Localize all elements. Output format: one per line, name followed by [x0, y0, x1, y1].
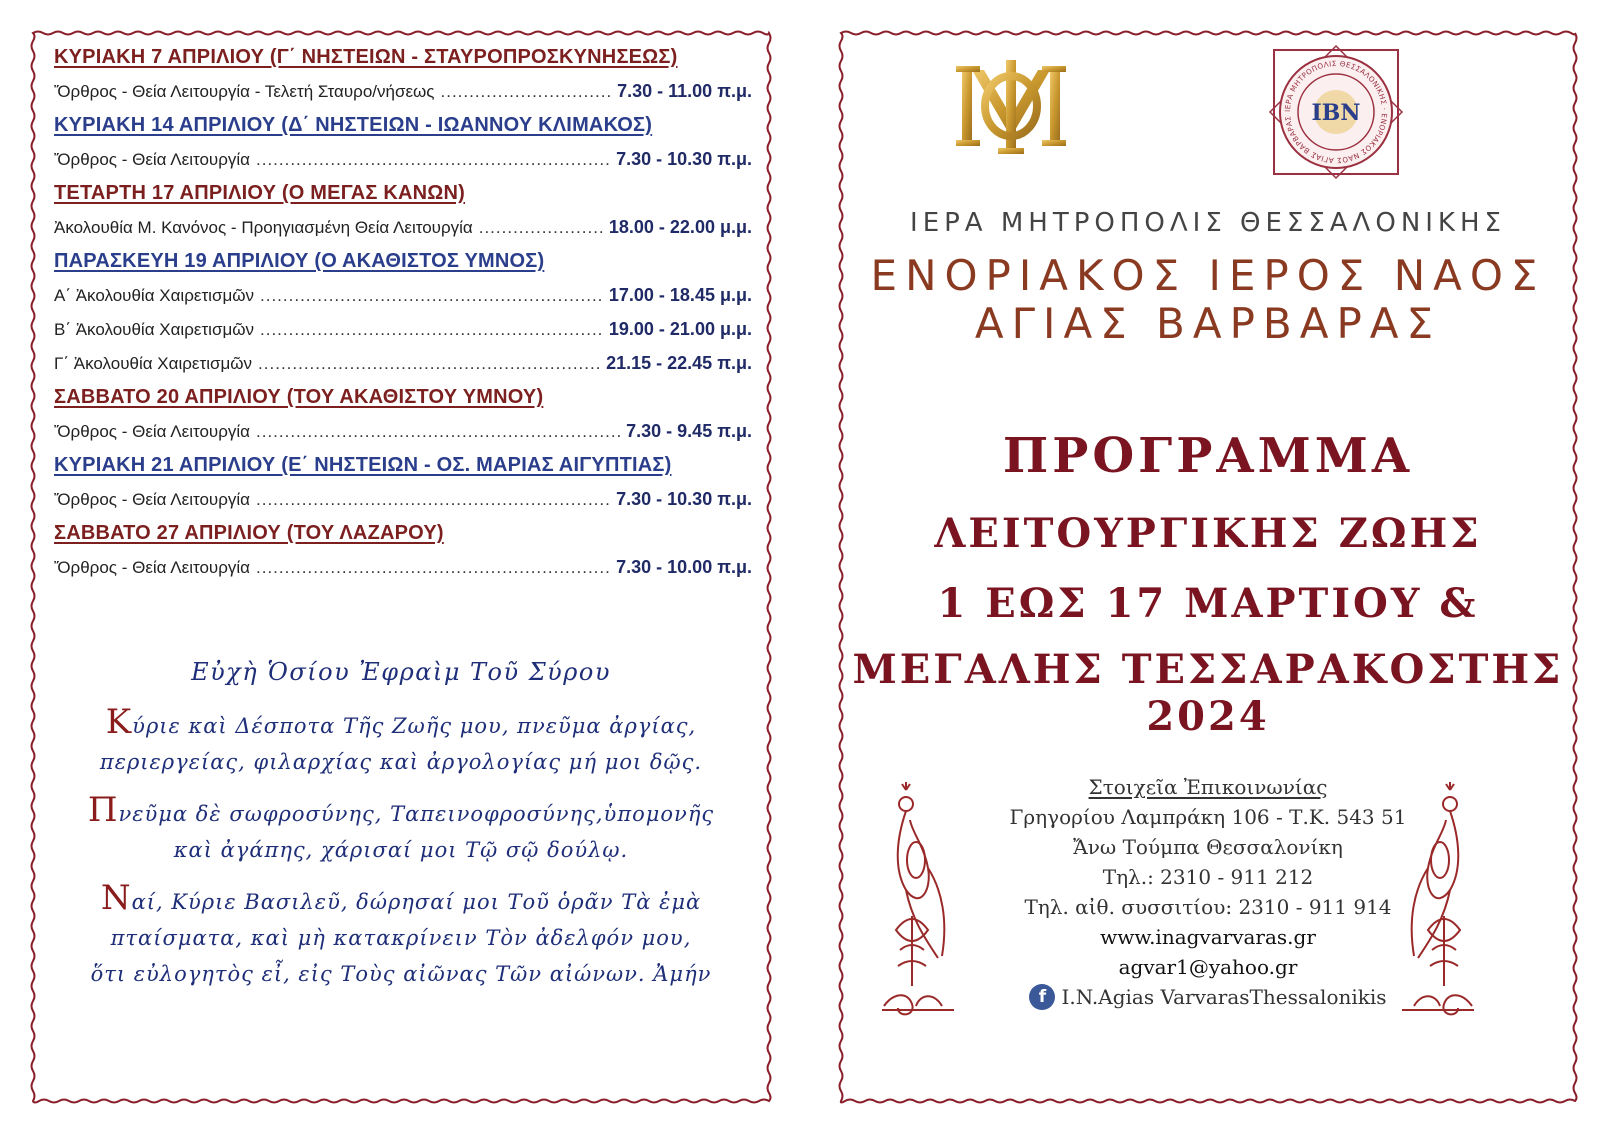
service-row: [54, 144, 752, 178]
service-row: [54, 552, 752, 586]
service-name: Ὄρθρος - Θεία Λειτουργία: [54, 150, 250, 169]
service-name: Α΄ Ἀκολουθία Χαιρετισμῶν: [54, 286, 255, 305]
service-time: 7.30 - 10.00 π.μ.: [616, 557, 752, 577]
prayer-line: [68, 956, 734, 992]
service-name: Ὄρθρος - Θεία Λειτουργία - Τελετή Σταυρο/νήσεως: [54, 82, 435, 101]
prayer-block: [68, 658, 734, 1004]
dot-leader: [258, 349, 600, 379]
prayer-line-text: πταίσματα, καὶ μὴ κατακρίνειν Τὸν ἀδελφόν μου,: [110, 926, 692, 950]
prayer-line: [68, 744, 734, 780]
prayer-paragraph: [68, 792, 734, 868]
prayer-line: [68, 704, 734, 744]
prayer-title: Εὐχὴ Ὁσίου Ἐφραὶμ Τοῦ Σύρου: [191, 658, 611, 686]
contact-email-link[interactable]: agvar1@yahoo.gr: [1118, 955, 1298, 979]
dot-leader: [260, 281, 603, 311]
service-name: Γ΄ Ἀκολουθία Χαιρετισμῶν: [54, 354, 253, 373]
service-time: 7.30 - 10.30 π.μ.: [616, 489, 752, 509]
program-lent-year: ΜΕΓΑΛΗΣ ΤΕΣΣΑΡΑΚΟΣΤΗΣ 2024: [852, 646, 1564, 740]
dot-leader: [479, 213, 603, 243]
seal-ring-text: ΙΕΡΑ ΜΗΤΡΟΠΟΛΙΣ ΘΕΣΣΑΛΟΝΙΚΗΣ · ΕΝΟΡΙΑΚΟΣ ΝΑΟΣ ΑΓΙΑΣ ΒΑΡΒΑΡΑΣ: [1282, 58, 1390, 166]
schedule-list: [54, 42, 752, 586]
parish-name-line2: ΑΓΙΑΣ ΒΑΡΒΑΡΑΣ: [974, 299, 1442, 348]
day-heading: ΚΥΡΙΑΚΗ 14 ΑΠΡΙΛΙΟΥ (Δ΄ ΝΗΣΤΕΙΩΝ - ΙΩΑΝΝΟΥ ΚΛΙΜΑΚΟΣ): [54, 114, 653, 136]
dot-leader: [441, 77, 612, 107]
contact-hall-phone: Τηλ. αἰθ. συσσιτίου: 2310 - 911 914: [1024, 895, 1392, 919]
parish-seal: [1268, 44, 1404, 180]
day-heading: ΤΕΤΑΡΤΗ 17 ΑΠΡΙΛΙΟΥ (Ο ΜΕΓΑΣ ΚΑΝΩΝ): [54, 182, 466, 204]
peacock-ornament-icon: [876, 780, 960, 1016]
prayer-line: [68, 792, 734, 832]
prayer-line: [68, 920, 734, 956]
prayer-line-text: καὶ ἀγάπης, χάρισαί μοι Τῷ σῷ δούλῳ.: [173, 838, 629, 862]
drop-cap: Ν: [100, 878, 132, 918]
dot-leader: [260, 315, 603, 345]
seal-monogram: ΙΒΝ: [1311, 100, 1361, 126]
day-heading: ΚΥΡΙΑΚΗ 7 ΑΠΡΙΛΙΟΥ (Γ΄ ΝΗΣΤΕΙΩΝ - ΣΤΑΥΡΟΠΡΟΣΚΥΝΗΣΕΩΣ): [54, 46, 678, 68]
day-heading: ΣΑΒΒΑΤΟ 20 ΑΠΡΙΛΙΟΥ (ΤΟΥ ΑΚΑΘΙΣΤΟΥ ΥΜΝΟΥ): [54, 386, 544, 408]
service-time: 7.30 - 9.45 π.μ.: [626, 421, 752, 441]
day-heading: ΣΑΒΒΑΤΟ 27 ΑΠΡΙΛΙΟΥ (ΤΟΥ ΛΑΖΑΡΟΥ): [54, 522, 444, 544]
schedule-panel: [28, 28, 774, 1106]
service-name: Ἀκολουθία Μ. Κανόνος - Προηγιασμένη Θεία Λειτουργία: [54, 218, 473, 237]
program-subtitle: ΛΕΙΤΟΥΡΓΙΚΗΣ ΖΩΗΣ: [934, 510, 1482, 557]
contact-website-link[interactable]: www.inagvarvaras.gr: [1100, 925, 1316, 949]
prayer-line: [68, 880, 734, 920]
contact-phone: Τηλ.: 2310 - 911 212: [1102, 865, 1314, 889]
day-heading: ΠΑΡΑΣΚΕΥΗ 19 ΑΠΡΙΛΙΟΥ (Ο ΑΚΑΘΙΣΤΟΣ ΥΜΝΟΣ): [54, 250, 545, 272]
dot-leader: [256, 417, 620, 447]
contact-area: Ἄνω Τούμπα Θεσσαλονίκη: [1073, 835, 1343, 859]
contact-block: [966, 772, 1450, 1012]
service-time: 7.30 - 10.30 π.μ.: [616, 149, 752, 169]
drop-cap: Κ: [105, 702, 133, 742]
prayer-line-text: ύριε καὶ Δέσποτα Τῆς Ζωῆς μου, πνεῦμα ἀργίας,: [132, 714, 697, 738]
metropolis-heading: ΙΕΡΑ ΜΗΤΡΟΠΟΛΙΣ ΘΕΣΣΑΛΟΝΙΚΗΣ: [910, 208, 1506, 238]
facebook-page-name: I.N.Agias VarvarasThessalonikis: [1061, 985, 1387, 1009]
program-date-range: 1 ΕΩΣ 17 ΜΑΡΤΙΟΥ &: [937, 580, 1479, 627]
prayer-line: [68, 832, 734, 868]
prayer-line-text: περιεργείας, φιλαρχίας καὶ ἀργολογίας μή μοι δῷς.: [99, 750, 703, 774]
dot-leader: [256, 145, 610, 175]
prayer-body: [68, 704, 734, 992]
service-name: Ὄρθρος - Θεία Λειτουργία: [54, 558, 250, 577]
prayer-paragraph: [68, 880, 734, 992]
prayer-line-text: νεῦμα δὲ σωφροσύνης, Ταπεινοφροσύνης,ὑπομονῆς: [118, 802, 715, 826]
service-row: [54, 348, 752, 382]
parish-name: [836, 252, 1580, 348]
cover-panel: [836, 28, 1580, 1106]
program-title: ΠΡΟΓΡΑΜΜΑ: [1002, 428, 1414, 484]
drop-cap: Π: [87, 790, 119, 830]
contact-address: Γρηγορίου Λαμπράκη 106 - Τ.Κ. 543 51: [1009, 805, 1407, 829]
service-time: 17.00 - 18.45 μ.μ.: [608, 285, 752, 305]
facebook-icon: f: [1029, 984, 1055, 1010]
service-row: [54, 212, 752, 246]
dot-leader: [256, 485, 610, 515]
prayer-line-text: ὅτι εὐλογητὸς εἶ, εἰς Τοὺς αἰῶνας Τῶν αἰώνων. Ἀμήν: [90, 962, 712, 986]
service-row: [54, 416, 752, 450]
service-row: [54, 280, 752, 314]
service-row: [54, 484, 752, 518]
prayer-paragraph: [68, 704, 734, 780]
contact-heading: Στοιχεῖα Ἐπικοινωνίας: [1088, 775, 1328, 799]
prayer-line-text: αί, Κύριε Βασιλεῦ, δώρησαί μοι Τοῦ ὁρᾶν Τὰ ἐμὰ: [131, 890, 702, 914]
service-name: Ὄρθρος - Θεία Λειτουργία: [54, 490, 250, 509]
service-time: 21.15 - 22.45 π.μ.: [606, 353, 752, 373]
dot-leader: [256, 553, 610, 583]
metropolis-monogram-logo: [956, 56, 1066, 156]
service-row: [54, 76, 752, 110]
service-time: 19.00 - 21.00 μ.μ.: [608, 319, 752, 339]
day-heading: ΚΥΡΙΑΚΗ 21 ΑΠΡΙΛΙΟΥ (Ε΄ ΝΗΣΤΕΙΩΝ - ΟΣ. ΜΑΡΙΑΣ ΑΙΓΥΠΤΙΑΣ): [54, 454, 672, 476]
parish-name-line1: ΕΝΟΡΙΑΚΟΣ ΙΕΡΟΣ ΝΑΟΣ: [870, 251, 1546, 300]
service-name: Ὄρθρος - Θεία Λειτουργία: [54, 422, 250, 441]
service-time: 7.30 - 11.00 π.μ.: [617, 81, 752, 101]
service-name: Β΄ Ἀκολουθία Χαιρετισμῶν: [54, 320, 255, 339]
service-row: [54, 314, 752, 348]
facebook-link[interactable]: [966, 982, 1450, 1012]
service-time: 18.00 - 22.00 μ.μ.: [608, 217, 752, 237]
